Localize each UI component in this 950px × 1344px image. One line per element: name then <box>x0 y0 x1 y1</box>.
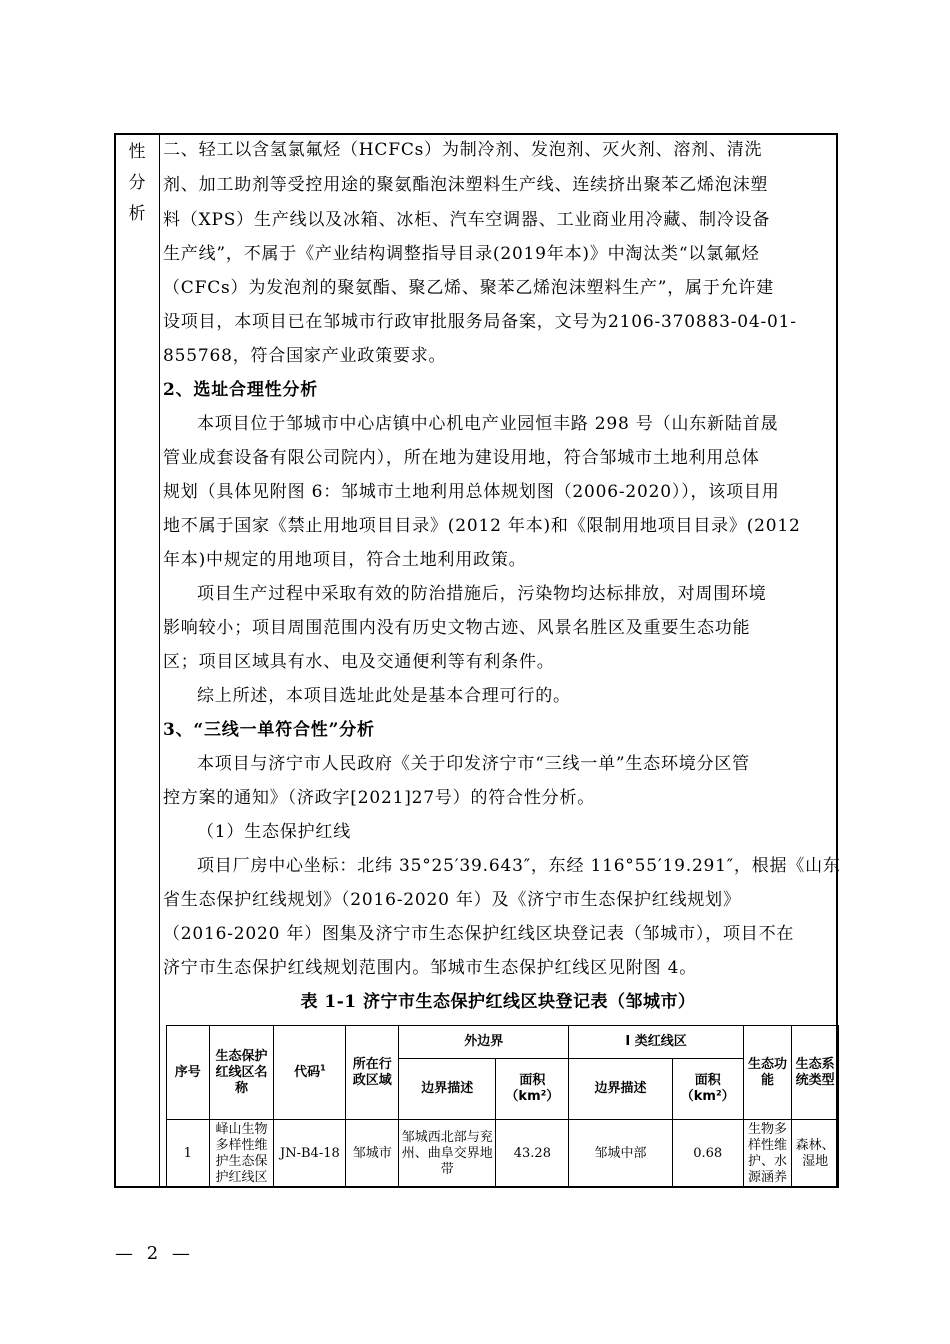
text-line: 料（XPS）生产线以及冰箱、冰柜、汽车空调器、工业商业用冷藏、制冷设备 <box>163 210 771 230</box>
text-line: 本项目与济宁市人民政府《关于印发济宁市“三线一单”生态环境分区管 <box>197 754 750 774</box>
header-code <box>274 1026 346 1120</box>
cell-function: 生物多样性维护、水源涵养 <box>743 1120 792 1188</box>
header-inner-area: 面积（km²） <box>672 1059 743 1120</box>
header-class1: I 类红线区 <box>569 1026 743 1059</box>
table-row <box>167 1120 839 1188</box>
header-system: 生态系统类型 <box>792 1026 839 1120</box>
header-seq: 序号 <box>167 1026 210 1120</box>
section-heading: 2、选址合理性分析 <box>163 380 319 400</box>
text-line: 本项目位于邹城市中心店镇中心机电产业园恒丰路 298 号（山东新陆首晟 <box>197 414 779 434</box>
section-heading: 3、“三线一单符合性”分析 <box>163 720 375 740</box>
text-line: 地不属于国家《禁止用地项目目录》(2012 年本)和《限制用地项目目录》(2012 <box>163 516 801 536</box>
header-outer-area: 面积（km²） <box>496 1059 569 1120</box>
cell-seq: 1 <box>167 1120 210 1188</box>
text-line: （CFCs）为发泡剂的聚氨酯、聚乙烯、聚苯乙烯泡沫塑料生产”，属于允许建 <box>163 278 775 298</box>
header-name: 生态保护红线区名称 <box>209 1026 274 1120</box>
text-line: 管业成套设备有限公司院内），所在地为建设用地，符合邹城市土地利用总体 <box>163 448 760 468</box>
text-line: 项目生产过程中采取有效的防治措施后，污染物均达标排放，对周围环境 <box>197 584 767 604</box>
text-line: 二、轻工以含氢氯氟烃（HCFCs）为制冷剂、发泡剂、灭火剂、溶剂、清洗 <box>163 140 763 160</box>
text-line: 项目厂房中心坐标：北纬 35°25′39.643″，东经 116°55′19.291″，根据《山东 <box>197 856 841 876</box>
redline-register-table <box>166 1025 839 1188</box>
cell-inner-desc: 邹城中部 <box>569 1120 672 1188</box>
page-number: — 2 — <box>115 1243 194 1264</box>
left-label-char: 分 <box>128 173 146 193</box>
cell-system: 森林、湿地 <box>792 1120 839 1188</box>
text-line: （2016-2020 年）图集及济宁市生态保护红线区块登记表（邹城市），项目不在 <box>163 924 795 944</box>
text-line: 设项目，本项目已在邹城市行政审批服务局备案，文号为2106-370883-04-01- <box>163 312 797 332</box>
header-outer-desc: 边界描述 <box>399 1059 496 1120</box>
cell-outer-desc: 邹城西北部与兖州、曲阜交界地带 <box>399 1120 496 1188</box>
header-code-sup: 1 <box>320 1063 326 1073</box>
header-outer: 外边界 <box>399 1026 569 1059</box>
text-line: 规划（具体见附图 6：邹城市土地利用总体规划图（2006-2020）），该项目用 <box>163 482 780 502</box>
cell-name: 峄山生物多样性维护生态保护红线区 <box>209 1120 274 1188</box>
cell-inner-area: 0.68 <box>672 1120 743 1188</box>
left-label-column <box>116 135 160 1186</box>
text-line: 剂、加工助剂等受控用途的聚氨酯泡沫塑料生产线、连续挤出聚苯乙烯泡沫塑 <box>163 175 769 195</box>
cell-outer-area: 43.28 <box>496 1120 569 1188</box>
left-label-char: 析 <box>128 204 146 224</box>
text-line: 生产线”，不属于《产业结构调整指导目录(2019年本)》中淘汰类“以氯氟烃 <box>163 244 760 264</box>
text-line: 省生态保护红线规划》（2016-2020 年）及《济宁市生态保护红线规划》 <box>163 890 741 910</box>
header-function: 生态功能 <box>743 1026 792 1120</box>
text-line: 855768，符合国家产业政策要求。 <box>163 346 447 366</box>
text-line: 区；项目区域具有水、电及交通便利等有利条件。 <box>163 652 555 672</box>
table-caption: 表 1-1 济宁市生态保护红线区块登记表（邹城市） <box>300 992 696 1012</box>
cell-region: 邹城市 <box>346 1120 399 1188</box>
subsection-heading: （1）生态保护红线 <box>197 822 352 842</box>
text-line: 综上所述，本项目选址此处是基本合理可行的。 <box>197 686 571 706</box>
text-line: 影响较小；项目周围范围内没有历史文物古迹、风景名胜区及重要生态功能 <box>163 618 751 638</box>
content-frame <box>114 133 841 1188</box>
text-line: 年本)中规定的用地项目，符合土地利用政策。 <box>163 550 527 570</box>
header-inner-desc: 边界描述 <box>569 1059 672 1120</box>
text-line: 控方案的通知》（济政字[2021]27号）的符合性分析。 <box>163 788 596 808</box>
text-line: 济宁市生态保护红线规划范围内。邹城市生态保护红线区见附图 4。 <box>163 958 698 978</box>
header-code-label: 代码 <box>294 1064 321 1080</box>
left-label-char: 性 <box>128 142 146 162</box>
cell-code: JN-B4-18 <box>274 1120 346 1188</box>
header-region: 所在行政区域 <box>346 1026 399 1120</box>
